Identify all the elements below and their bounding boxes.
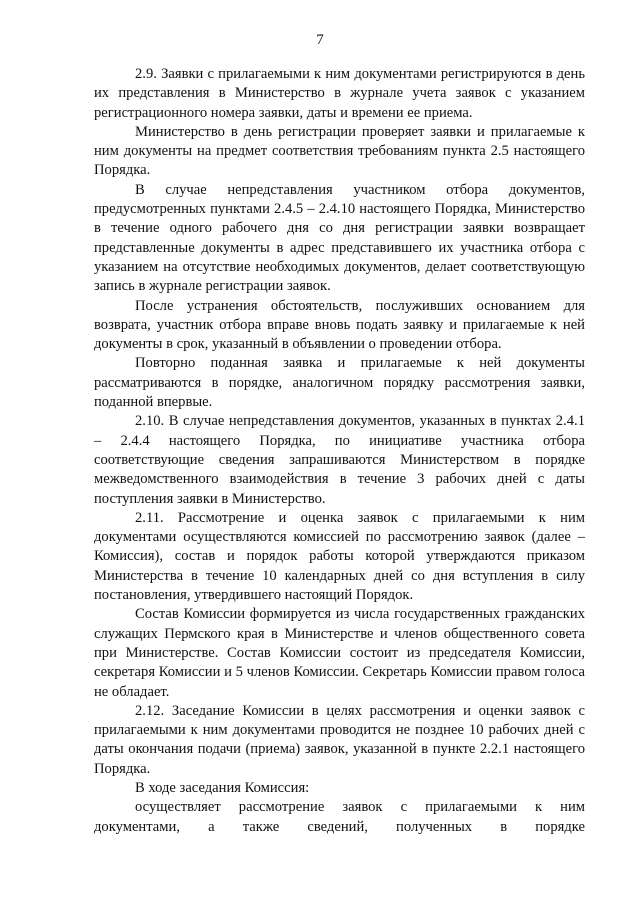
paragraph-commission-composition: Состав Комиссии формируется из числа государственных гражданских служащих Пермского края в Министерстве и членов общественного совета при Министерстве. Состав Комиссии состоит из председателя Комиссии, секретаря Комиссии и 5 членов Комиссии. Секретарь Комиссии правом голоса не обладает. bbox=[94, 606, 585, 700]
paragraph-2-10: 2.10. В случае непредставления документов, указанных в пунктах 2.4.1 – 2.4.4 настоящего Порядка, по инициативе участника отбора соответствующие сведения запрашиваются Министерством в порядке межведомственного взаимодействия в течение 3 рабочих дней с даты поступления заявки в Министерство. bbox=[94, 413, 585, 507]
document-body bbox=[94, 65, 585, 837]
paragraph-registration-check: Министерство в день регистрации проверяет заявки и прилагаемые к ним документы на предмет соответствия требованиям пункта 2.5 настоящего Порядка. bbox=[94, 123, 585, 179]
paragraph-repeated-application: Повторно поданная заявка и прилагаемые к ней документы рассматриваются в порядке, аналогичном порядку рассмотрения заявки, поданной впервые. bbox=[94, 355, 585, 411]
paragraph-meeting-intro: В ходе заседания Комиссия: bbox=[135, 779, 310, 796]
paragraph-2-9: 2.9. Заявки с прилагаемыми к ним документами регистрируются в день их представления в Министерство в журнале учета заявок с указанием регистрационного номера заявки, даты и времени ее приема. bbox=[94, 66, 585, 121]
paragraph-missing-documents: В случае непредставления участником отбора документов, предусмотренных пунктами 2.4.5 – 2.4.10 настоящего Порядка, Министерство в течение одного рабочего дня со дня регистрации заявки возвращает представленные документы в адрес представившего их участника отбора с указанием на отсутствие необходимых документов, делает соответствующую запись в журнале регистрации заявок. bbox=[94, 181, 585, 295]
page-number: 7 bbox=[316, 32, 324, 48]
paragraph-2-12: 2.12. Заседание Комиссии в целях рассмотрения и оценки заявок с прилагаемыми к ним документами проводится не позднее 10 рабочих дней с даты окончания подачи (приема) заявок, указанной в пункте 2.2.1 настоящего Порядка. bbox=[94, 702, 585, 777]
paragraph-2-11: 2.11. Рассмотрение и оценка заявок с прилагаемыми к ним документами осуществляются комиссией по рассмотрению заявок (далее – Комиссия), состав и порядок работы которой утверждаются приказом Министерства в течение 10 календарных дней со дня вступления в силу постановления, утвердившего настоящий Порядок. bbox=[94, 509, 585, 604]
paragraph-meeting-activity: осуществляет рассмотрение заявок с прилагаемыми к ним документами, а также сведений, полученных в порядке bbox=[94, 799, 585, 835]
paragraph-resubmission: После устранения обстоятельств, послуживших основанием для возврата, участник отбора вправе вновь подать заявку и прилагаемые к ней документы в срок, указанный в объявлении о проведении отбора. bbox=[94, 297, 585, 353]
